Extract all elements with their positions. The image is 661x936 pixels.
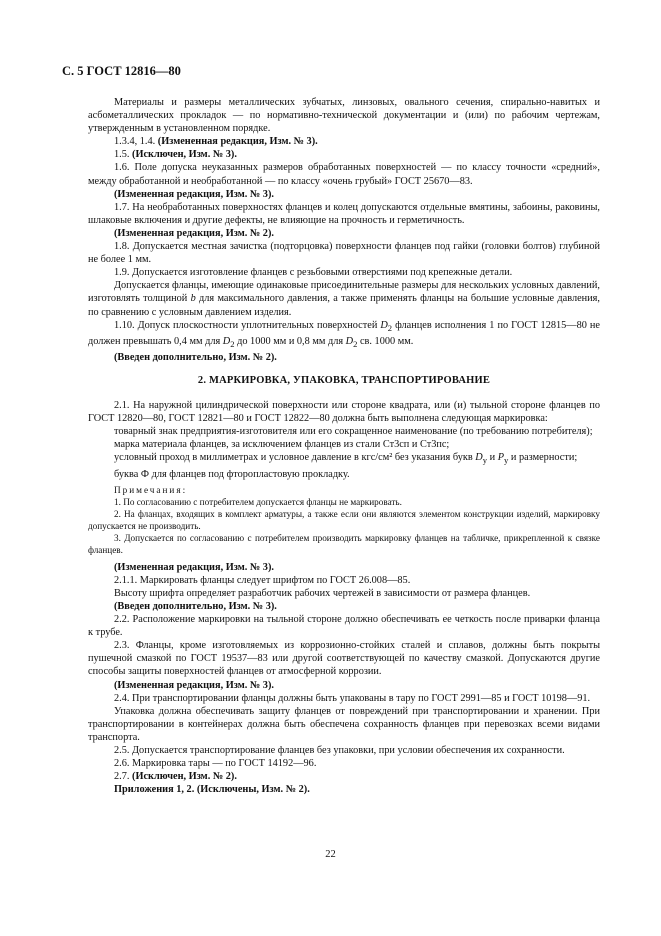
paragraph: Допускается фланцы, имеющие одинаковые присоединительные размеры для нескольких условных давлений, изготовлять толщиной b для максимального давления, а также применять фланцы на большие условные давления, по сравнению с условным давлением изделия.	[88, 280, 600, 318]
amendment-note: (Измененная редакция, Изм. № 3).	[114, 561, 274, 573]
paragraph: условный проход в миллиметрах и условное давление в кгс/см² без указания букв $D_y$ и $P_y$ и размерности;	[114, 452, 578, 466]
amendment-note: (Измененная редакция, Изм. № 2).	[114, 227, 274, 239]
notes-heading: Примечания:	[114, 484, 188, 495]
variable-b: b	[190, 293, 196, 305]
amendment-note: (Введен дополнительно, Изм. № 2).	[114, 351, 277, 363]
amendment-note: (Введен дополнительно, Изм. № 3).	[114, 600, 277, 612]
paragraph: 2.1.1. Маркировать фланцы следует шрифтом по ГОСТ 26.008—85.	[114, 574, 411, 586]
page-number: 22	[325, 849, 336, 860]
paragraph: 1.6. Поле допуска неуказанных размеров обработанных поверхностей — по классу точности «средний», между обработанной и необработанной — по классу «очень грубый» ГОСТ 25670—83.	[88, 162, 600, 187]
paragraph: марка материала фланцев, за исключением фланцев из стали Ст3сп и Ст3пс;	[114, 439, 450, 451]
section-title: 2. МАРКИРОВКА, УПАКОВКА, ТРАНСПОРТИРОВАНИЕ	[197, 374, 491, 386]
paragraph: 2.7. (Исключен, Изм. № 2).	[114, 771, 237, 783]
amendment-note: (Исключен, Изм. № 3).	[132, 149, 237, 161]
paragraph: Упаковка должна обеспечивать защиту фланцев от повреждений при транспортировании и хранении. При транспортировании в контейнерах должна быть обеспечена сохранность фланцев при перевозках всеми видами транспорта.	[88, 705, 600, 743]
appendix-note: Приложения 1, 2. (Исключены, Изм. № 2).	[114, 784, 310, 796]
amendment-note: (Измененная редакция, Изм. № 3).	[114, 188, 274, 200]
paragraph: 2.4. При транспортировании фланцы должны быть упакованы в тару по ГОСТ 2991—85 и ГОСТ 10198—91.	[114, 692, 591, 704]
paragraph: Материалы и размеры металлических зубчатых, линзовых, овального сечения, спирально-навитых и асбометаллических прокладок — по нормативно-технической документации и (или) по рабочим чертежам, утвержденным в установленном порядке.	[88, 97, 600, 135]
paragraph: 1.5. (Исключен, Изм. № 3).	[114, 149, 237, 161]
paragraph: Высоту шрифта определяет разработчик рабочих чертежей в зависимости от размера фланцев.	[114, 587, 531, 599]
note: 1. По согласованию с потребителем допускается фланцы не маркировать.	[114, 496, 402, 507]
paragraph: 2.3. Фланцы, кроме изготовляемых из коррозионно-стойких сталей и сплавов, должны быть покрыты пушечной смазкой по ГОСТ 19537—83 или другой соответствующей по качеству смазкой. Допускаются другие способы защиты поверхностей фланцев от атмосферной коррозии.	[88, 640, 600, 678]
notes-block	[88, 484, 600, 556]
paragraph: 1.7. На необработанных поверхностях фланцев и колец допускаются отдельные вмятины, забоины, раковины, шлаковые включения и другие дефекты, не влияющие на прочность и герметичность.	[88, 201, 600, 226]
paragraph: 2.6. Маркировка тары — по ГОСТ 14192—96.	[114, 758, 317, 770]
amendment-note: (Измененная редакция, Изм. № 3).	[157, 136, 318, 148]
paragraph: 2.1. На наружной цилиндрической поверхности или стороне квадрата, или (и) тыльной стороне фланцев по ГОСТ 12820—80, ГОСТ 12821—80 и ГОСТ 12822—80 должна быть выполнена следующая маркировка:	[88, 400, 600, 425]
paragraph: 1.10. Допуск плоскостности уплотнительных поверхностей $D_2$ фланцев исполнения 1 по ГОСТ 12815—80 не должен превышать 0,4 мм для $D_2$ до 1000 мм и 0,8 мм для $D_2$ св. 1000 мм.	[88, 319, 600, 349]
paragraph: 1.3.4, 1.4. (Измененная редакция, Изм. № 3).	[114, 136, 318, 148]
page-header: С. 5 ГОСТ 12816—80	[62, 64, 181, 78]
paragraph: 1.9. Допускается изготовление фланцев с резьбовыми отверстиями под крепежные детали.	[114, 267, 513, 279]
paragraph: товарный знак предприятия-изготовителя или его сокращенное наименование (по требованию потребителя);	[114, 426, 593, 438]
note: 2. На фланцах, входящих в комплект арматуры, а также если они являются элементом конструкции изделий, маркировку допускается не производить.	[88, 508, 600, 531]
note: 3. Допускается по согласованию с потребителем производить маркировку фланцев на табличке, прикрепленной к связке фланцев.	[88, 532, 600, 555]
amendment-note: (Измененная редакция, Изм. № 3).	[114, 679, 274, 691]
paragraph: 1.8. Допускается местная зачистка (подторцовка) поверхности фланцев под гайки (головки болтов) глубиной не более 1 мм.	[88, 241, 600, 266]
paragraph: 2.5. Допускается транспортирование фланцев без упаковки, при условии обеспечения их сохранности.	[114, 744, 565, 756]
paragraph: буква Ф для фланцев под фторопластовую прокладку.	[114, 468, 350, 480]
paragraph: 2.2. Расположение маркировки на тыльной стороне должно обеспечивать ее четкость после приварки фланца к трубе.	[88, 614, 600, 639]
document-body	[88, 96, 600, 796]
amendment-note: (Исключен, Изм. № 2).	[132, 771, 237, 783]
